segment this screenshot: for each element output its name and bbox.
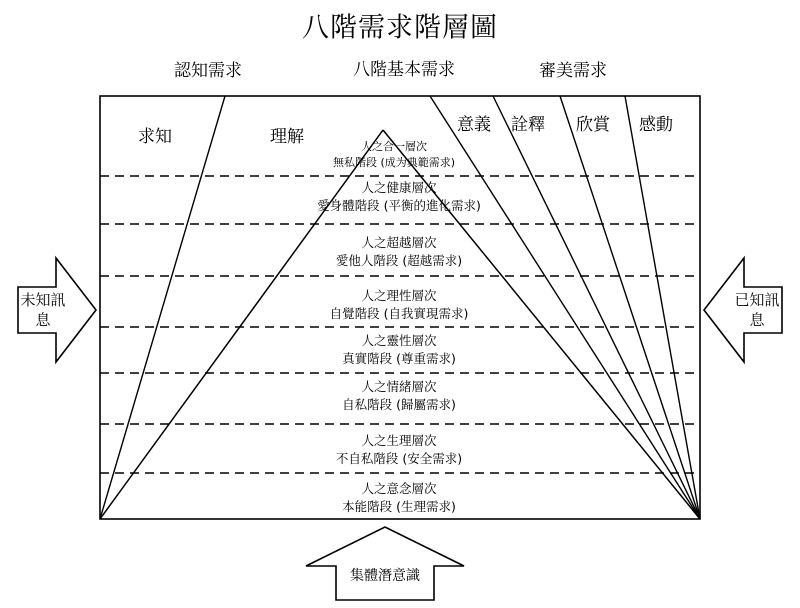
column-label-appreciation: 欣賞 — [576, 115, 610, 136]
side-label-known-info: 已知訊息 — [734, 290, 780, 329]
tier-title: 人之情緒層次 — [361, 378, 437, 394]
column-label-understand: 理解 — [270, 127, 304, 148]
side-label-unknown-info: 未知訊息 — [20, 290, 66, 329]
tier-subtitle: 愛身體階段 (平衡的進化需求) — [317, 198, 481, 213]
tier-title: 人之健康層次 — [361, 179, 437, 195]
tier-row — [342, 332, 456, 368]
tier-subtitle: 自覺階段 (自我實現需求) — [329, 306, 469, 321]
arrow-up-icon — [306, 527, 464, 600]
tier-row — [342, 378, 456, 414]
tier-row — [336, 432, 462, 468]
tier-subtitle: 愛他人階段 (超越需求) — [335, 253, 463, 268]
tier-title: 人之靈性層次 — [361, 332, 437, 348]
column-label-being-moved: 感動 — [639, 115, 673, 136]
tier-title: 人之意念層次 — [361, 480, 437, 496]
column-label-meaning: 意義 — [457, 115, 491, 136]
top-label-basic-needs: 八階基本需求 — [353, 60, 455, 81]
tier-title: 人之合一層次 — [361, 140, 427, 154]
tier-title: 人之超越層次 — [361, 234, 437, 250]
bottom-label-collective-unconscious: 集體潛意識 — [350, 568, 420, 585]
column-label-seek-knowledge: 求知 — [138, 127, 172, 148]
tier-subtitle: 無私階段 (成为典範需求) — [332, 156, 456, 169]
tier-title: 人之生理層次 — [361, 432, 437, 448]
tier-row — [342, 480, 456, 516]
top-label-aesthetic: 審美需求 — [539, 61, 607, 82]
tier-subtitle: 本能階段 (生理需求) — [342, 499, 456, 514]
tier-row — [317, 179, 481, 215]
tier-row — [330, 287, 469, 323]
tier-title: 人之理性層次 — [361, 287, 437, 303]
tier-subtitle: 真實階段 (尊重需求) — [342, 351, 456, 366]
column-label-interpretation: 詮釋 — [511, 115, 545, 136]
tier-row — [336, 234, 462, 270]
tier-subtitle: 自私階段 (歸屬需求) — [342, 397, 456, 412]
tier-subtitle: 不自私階段 (安全需求) — [335, 451, 463, 466]
tier-row — [333, 139, 455, 171]
page-title: 八階需求階層圖 — [302, 12, 498, 44]
top-label-cognition: 認知需求 — [174, 61, 242, 82]
